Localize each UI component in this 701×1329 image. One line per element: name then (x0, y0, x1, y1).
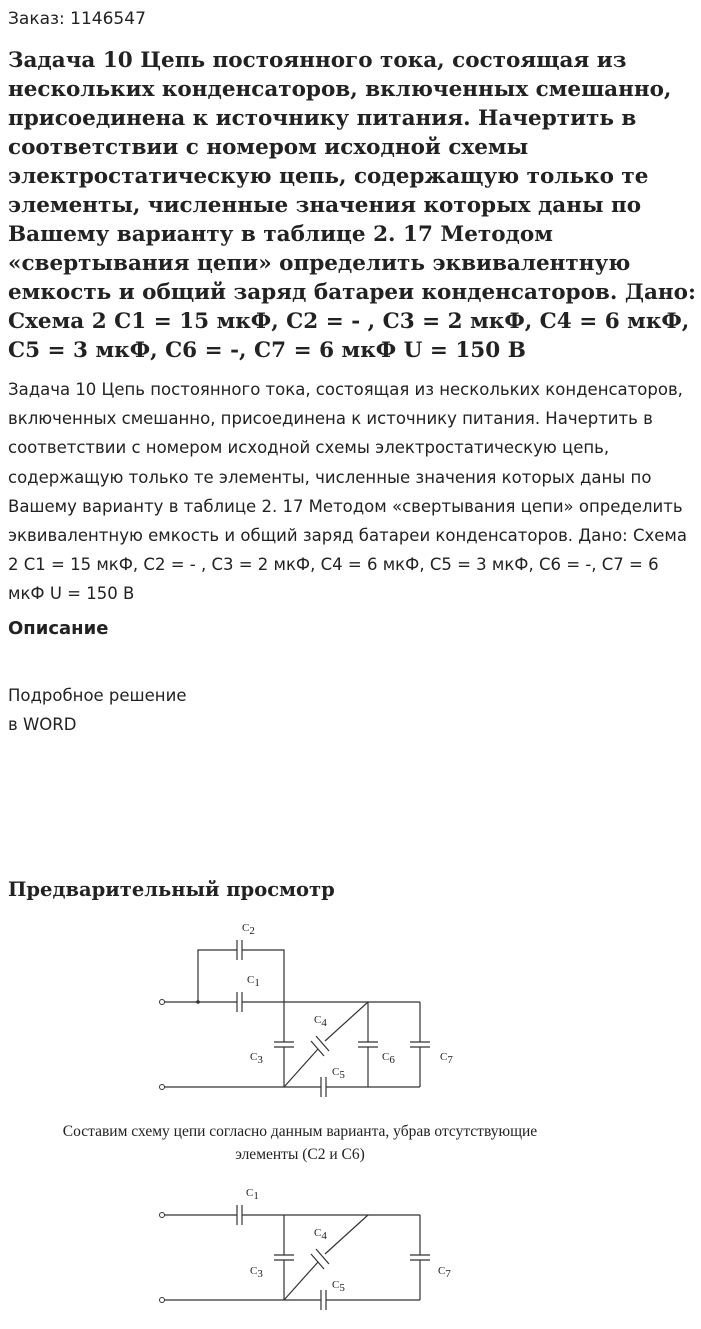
order-number: Заказ: 1146547 (8, 9, 146, 29)
circuit-schematic-original (150, 915, 470, 1100)
task-text: Задача 10 Цепь постоянного тока, состоящая из нескольких конденсаторов, включенных смешанно, присоединена к источнику питания. Начертить в соответствии с номером исходной схемы электростатическую цепь, содержащую только те элементы, численные значения которых даны по Вашему варианту в таблице 2. 17 Методом «свертывания цепи» определить эквивалентную емкость и общий заряд батареи конденсаторов. Дано: Схема 2 С1 = 15 мкФ, С2 = - , С3 = 2 мкФ, С4 = 6 мкФ, С5 = 3 мкФ, С6 = -, С7 = 6 мкФ U = 150 В (8, 380, 687, 604)
preview-heading: Предварительный просмотр (8, 878, 335, 901)
caption-line: элементы (С2 и С6) (235, 1146, 365, 1163)
label-c2: C2 (242, 922, 255, 937)
input-terminal (160, 1213, 165, 1218)
circuit-schematic-simplified (150, 1180, 470, 1320)
input-terminal (160, 1000, 165, 1005)
solution-line: Подробное решение (8, 686, 187, 705)
solution-format: в WORD (8, 715, 77, 734)
caption-line: Составим схему цепи согласно данным варианта, убрав отсутствующие (62, 1123, 538, 1140)
preview-caption (0, 1120, 600, 1166)
description-body (8, 681, 186, 739)
label-c7: C7 (438, 1265, 451, 1280)
label-c1: C1 (246, 1187, 259, 1202)
description-heading: Описание (8, 618, 109, 639)
input-terminal (160, 1085, 165, 1090)
label-c5: C5 (332, 1279, 345, 1294)
task-title: Задача 10 Цепь постоянного тока, состоящая из нескольких конденсаторов, включенных смешанно, присоединена к источнику питания. Начертить в соответствии с номером исходной схемы электростатическую цепь, содержащую только те элементы, численные значения которых даны по Вашему варианту в таблице 2. 17 Методом «свертывания цепи» определить эквивалентную емкость и общий заряд батареи конденсаторов. Дано: Схема 2 С1 = 15 мкФ, С2 = - , С3 = 2 мкФ, С4 = 6 мкФ, С5 = 3 мкФ, С6 = -, С7 = 6 мкФ U = 150 В (8, 48, 696, 363)
label-c7: C7 (440, 1051, 453, 1066)
label-c1: C1 (247, 974, 260, 989)
label-c3: C3 (250, 1051, 263, 1066)
junction-node (196, 1000, 200, 1004)
label-c6: C6 (382, 1051, 395, 1066)
input-terminal (160, 1298, 165, 1303)
label-c3: C3 (250, 1265, 263, 1280)
label-c5: C5 (332, 1066, 345, 1081)
label-c4: C4 (314, 1014, 327, 1029)
label-c4: C4 (314, 1227, 327, 1242)
